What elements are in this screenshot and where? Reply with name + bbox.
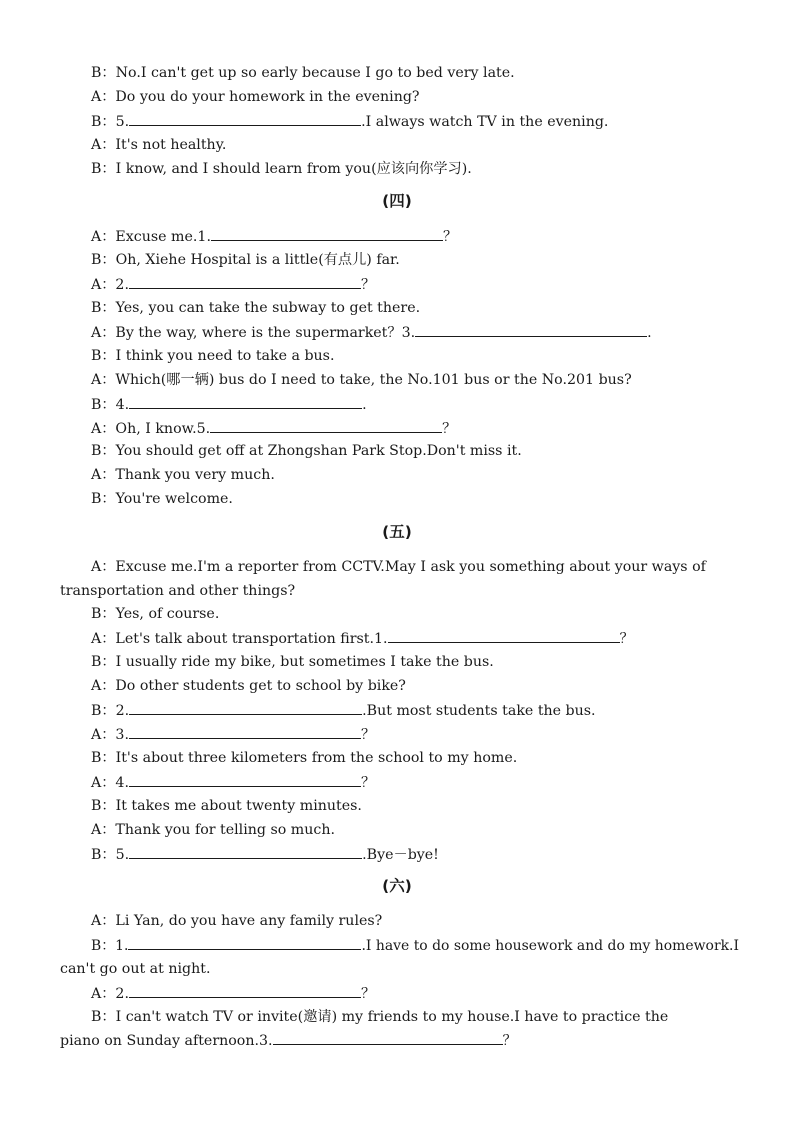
dialogue-line (91, 652, 494, 672)
dialogue-text: A：Excuse me.I'm a reporter from CCTV.May I ask you something about your ways of (91, 559, 706, 575)
section-heading: (五) (382, 523, 412, 541)
dialogue-text: transportation and other things? (60, 583, 296, 599)
dialogue-line (91, 935, 739, 956)
dialogue-text: ？ (360, 277, 376, 293)
answer-blank[interactable] (128, 935, 361, 950)
answer-blank[interactable] (129, 111, 361, 126)
dialogue-line (91, 628, 634, 649)
dialogue-line (91, 135, 226, 155)
dialogue-line (91, 322, 652, 343)
dialogue-text: B：I can't watch TV or invite(邀请) my friends to my house.I have to practice the (91, 1009, 669, 1025)
dialogue-text: A：Which(哪一辆) bus do I need to take, the No.101 bus or the No.201 bus? (91, 372, 632, 388)
dialogue-line (91, 250, 400, 270)
dialogue-line (91, 394, 367, 415)
answer-blank[interactable] (210, 418, 442, 433)
answer-blank[interactable] (129, 394, 362, 409)
dialogue-text: ？ (360, 986, 376, 1002)
dialogue-line (91, 418, 456, 439)
dialogue-text: B：I usually ride my bike, but sometimes I take the bus. (91, 654, 494, 670)
dialogue-text: B：It's about three kilometers from the school to my home. (91, 750, 518, 766)
dialogue-line (91, 111, 608, 132)
dialogue-text: .Bye－bye! (362, 847, 439, 863)
dialogue-text: A：Thank you very much. (91, 467, 275, 483)
dialogue-text: A：It's not healthy. (91, 137, 227, 153)
dialogue-line (91, 298, 420, 318)
section-heading: (六) (382, 877, 412, 895)
dialogue-text: B：You're welcome. (91, 491, 233, 507)
dialogue-line (91, 772, 375, 793)
dialogue-text: A：Excuse me.1. (91, 229, 211, 245)
dialogue-line (91, 274, 375, 295)
dialogue-text: ？ (360, 727, 376, 743)
dialogue-line (91, 226, 457, 247)
dialogue-text: piano on Sunday afternoon.3. (60, 1033, 273, 1049)
dialogue-line (91, 844, 439, 865)
dialogue-text: B：I know, and I should learn from you(应该向你学习). (91, 161, 472, 177)
dialogue-text: A：Thank you for telling so much. (91, 822, 335, 838)
dialogue-text: B：5. (91, 847, 130, 863)
answer-blank[interactable] (129, 844, 362, 859)
dialogue-text: B：2. (91, 703, 130, 719)
dialogue-text: B：Yes, you can take the subway to get there. (91, 300, 421, 316)
dialogue-line (91, 748, 517, 768)
answer-blank[interactable] (388, 628, 620, 643)
dialogue-text: A：2. (91, 277, 129, 293)
dialogue-text: can't go out at night. (60, 961, 211, 977)
dialogue-text: . (647, 325, 652, 341)
dialogue-line (91, 370, 632, 390)
dialogue-text: B：No.I can't get up so early because I go to bed very late. (91, 65, 515, 81)
dialogue-text: ？ (360, 775, 376, 791)
dialogue-text: B：Oh, Xiehe Hospital is a little(有点儿) far. (91, 252, 400, 268)
dialogue-text: A：Let's talk about transportation first.1. (91, 631, 388, 647)
dialogue-line (60, 1030, 517, 1051)
dialogue-line (60, 581, 295, 601)
dialogue-line (91, 911, 382, 931)
dialogue-text: A：By the way, where is the supermarket？3. (91, 325, 416, 341)
answer-blank[interactable] (129, 700, 362, 715)
dialogue-text: B：It takes me about twenty minutes. (91, 798, 362, 814)
dialogue-line (91, 489, 233, 509)
dialogue-line (91, 441, 522, 461)
dialogue-text: B：Yes, of course. (91, 606, 220, 622)
dialogue-text: B：5. (91, 114, 130, 130)
dialogue-text: ？ (619, 631, 634, 647)
dialogue-text: A：4. (91, 775, 129, 791)
dialogue-line (91, 700, 596, 721)
dialogue-line (91, 557, 706, 577)
dialogue-text: .I have to do some housework and do my homework.I (361, 938, 739, 954)
answer-blank[interactable] (273, 1030, 503, 1045)
dialogue-line (91, 159, 472, 179)
answer-blank[interactable] (211, 226, 443, 241)
answer-blank[interactable] (129, 274, 361, 289)
dialogue-text: A：Do you do your homework in the evening? (91, 89, 420, 105)
dialogue-line (91, 820, 335, 840)
dialogue-line (91, 724, 375, 745)
dialogue-line (60, 959, 210, 979)
dialogue-line (91, 604, 219, 624)
dialogue-line (91, 796, 362, 816)
dialogue-line (91, 1007, 668, 1027)
dialogue-text: .But most students take the bus. (362, 703, 596, 719)
dialogue-line (91, 983, 375, 1004)
dialogue-text: ？ (442, 229, 458, 245)
answer-blank[interactable] (129, 983, 361, 998)
dialogue-text: A：Oh, I know.5. (91, 421, 211, 437)
dialogue-text: A：3. (91, 727, 129, 743)
dialogue-text: B：1. (91, 938, 129, 954)
dialogue-text: .I always watch TV in the evening. (361, 114, 609, 130)
dialogue-text: B：4. (91, 397, 130, 413)
dialogue-line (91, 465, 275, 485)
dialogue-text: . (362, 397, 367, 413)
dialogue-line (91, 63, 515, 83)
dialogue-text: B：I think you need to take a bus. (91, 348, 335, 364)
dialogue-text: ？ (502, 1033, 517, 1049)
dialogue-text: A：2. (91, 986, 129, 1002)
dialogue-line (91, 676, 406, 696)
dialogue-text: ？ (442, 421, 457, 437)
dialogue-text: A：Li Yan, do you have any family rules? (91, 913, 383, 929)
section-heading: (四) (382, 192, 412, 210)
dialogue-text: B：You should get off at Zhongshan Park Stop.Don't miss it. (91, 443, 522, 459)
answer-blank[interactable] (129, 724, 361, 739)
dialogue-line (91, 346, 334, 366)
answer-blank[interactable] (415, 322, 647, 337)
dialogue-line (91, 87, 420, 107)
dialogue-text: A：Do other students get to school by bike? (91, 678, 406, 694)
answer-blank[interactable] (129, 772, 361, 787)
